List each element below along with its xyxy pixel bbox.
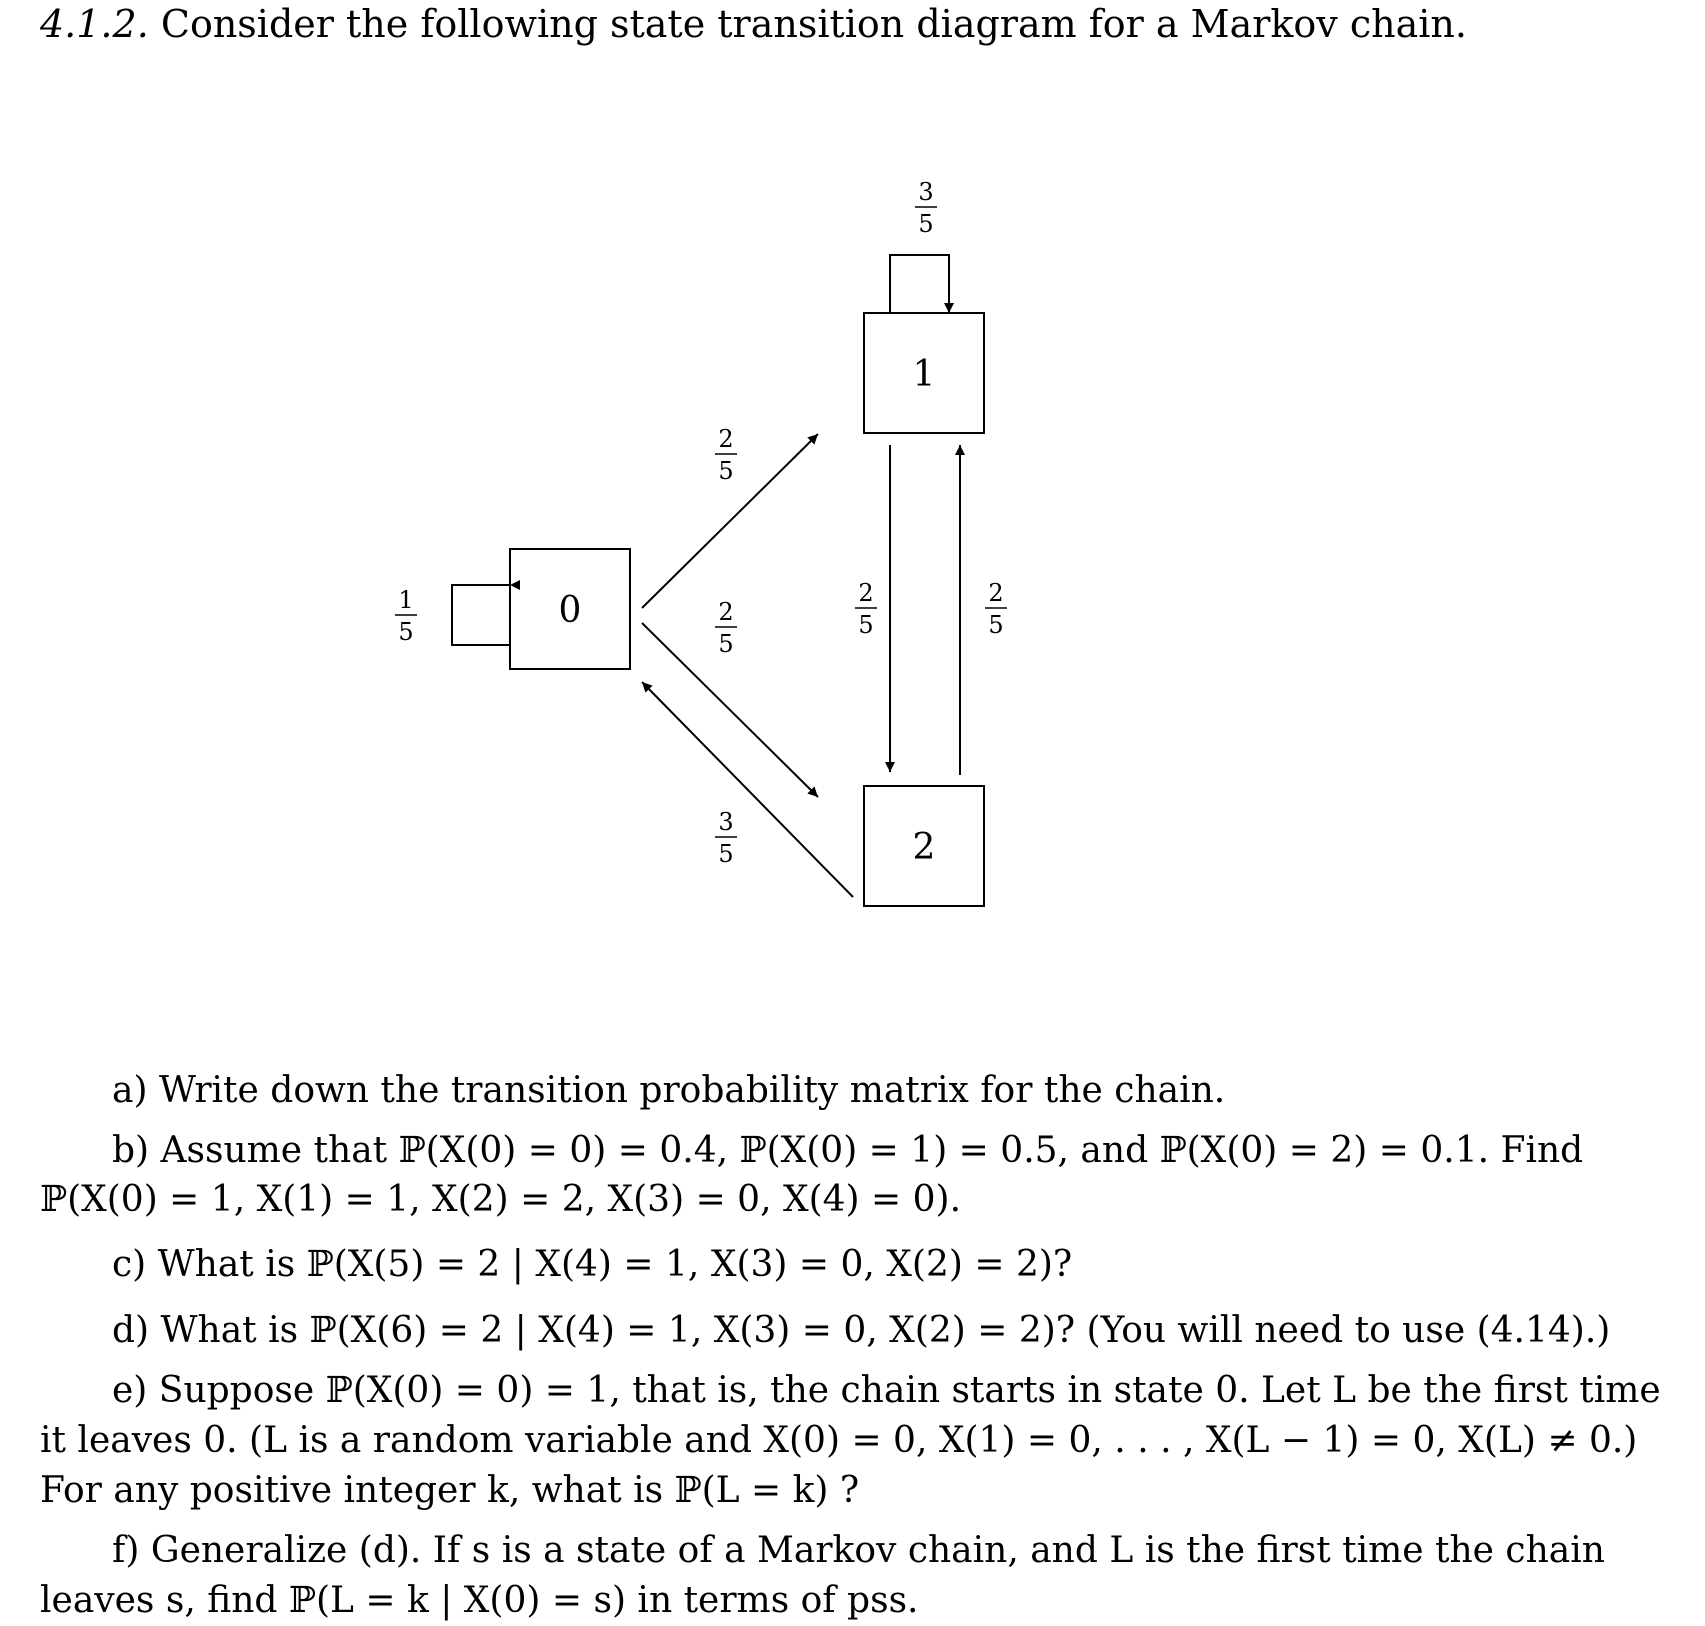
label-p01-den: 5 (718, 457, 734, 485)
label-p02 (715, 598, 737, 658)
question-d: d) What is ℙ(X(6) = 2 | X(4) = 1, X(3) = 0, X(2) = 2)? (You will need to use (4.14).) (112, 1310, 1611, 1351)
label-p11 (915, 178, 937, 238)
state-0-label: 0 (558, 590, 582, 631)
label-p12 (855, 579, 877, 639)
label-p00-num: 1 (398, 586, 414, 614)
state-2-label: 2 (912, 827, 936, 868)
label-p01-num: 2 (718, 425, 734, 453)
label-p21-den: 5 (988, 611, 1004, 639)
label-p00-den: 5 (398, 618, 414, 646)
label-p01 (715, 425, 737, 485)
question-f-line1: f) Generalize (d). If s is a state of a Markov chain, and L is the first time the chain (112, 1530, 1605, 1571)
label-p02-den: 5 (718, 630, 734, 658)
label-p21 (985, 579, 1007, 639)
label-p20 (715, 808, 737, 868)
label-p11-num: 3 (918, 178, 934, 206)
label-p12-num: 2 (858, 579, 874, 607)
question-e-line1: e) Suppose ℙ(X(0) = 0) = 1, that is, the chain starts in state 0. Let L be the first time (112, 1370, 1661, 1411)
question-e-line3: For any positive integer k, what is ℙ(L = k) ? (40, 1470, 860, 1511)
self-loop-0-arrow (452, 585, 510, 645)
question-b-line1: b) Assume that ℙ(X(0) = 0) = 0.4, ℙ(X(0) = 1) = 0.5, and ℙ(X(0) = 2) = 0.1. Find (112, 1130, 1584, 1171)
question-f-line2: leaves s, find ℙ(L = k | X(0) = s) in terms of pss. (40, 1580, 919, 1621)
label-p12-den: 5 (858, 611, 874, 639)
self-loop-1-arrow (890, 255, 949, 313)
label-p20-num: 3 (718, 808, 734, 836)
label-p00 (395, 586, 417, 646)
problem-title-text: Consider the following state transition diagram for a Markov chain. (160, 2, 1467, 46)
label-p20-den: 5 (718, 840, 734, 868)
question-b-line2: ℙ(X(0) = 1, X(1) = 1, X(2) = 2, X(3) = 0, X(4) = 0). (40, 1179, 962, 1220)
label-p02-num: 2 (718, 598, 734, 626)
question-e-line2: it leaves 0. (L is a random variable and X(0) = 0, X(1) = 0, . . . , X(L − 1) = 0, X(L) ≠ 0.) (40, 1420, 1638, 1461)
label-p21-num: 2 (988, 579, 1004, 607)
question-c: c) What is ℙ(X(5) = 2 | X(4) = 1, X(3) = 0, X(2) = 2)? (112, 1244, 1073, 1285)
state-1-label: 1 (912, 354, 936, 395)
question-a: a) Write down the transition probability matrix for the chain. (112, 1070, 1226, 1111)
edge-2-to-0-arrow (642, 682, 853, 897)
label-p11-den: 5 (918, 210, 934, 238)
problem-number: 4.1.2. (40, 2, 149, 46)
